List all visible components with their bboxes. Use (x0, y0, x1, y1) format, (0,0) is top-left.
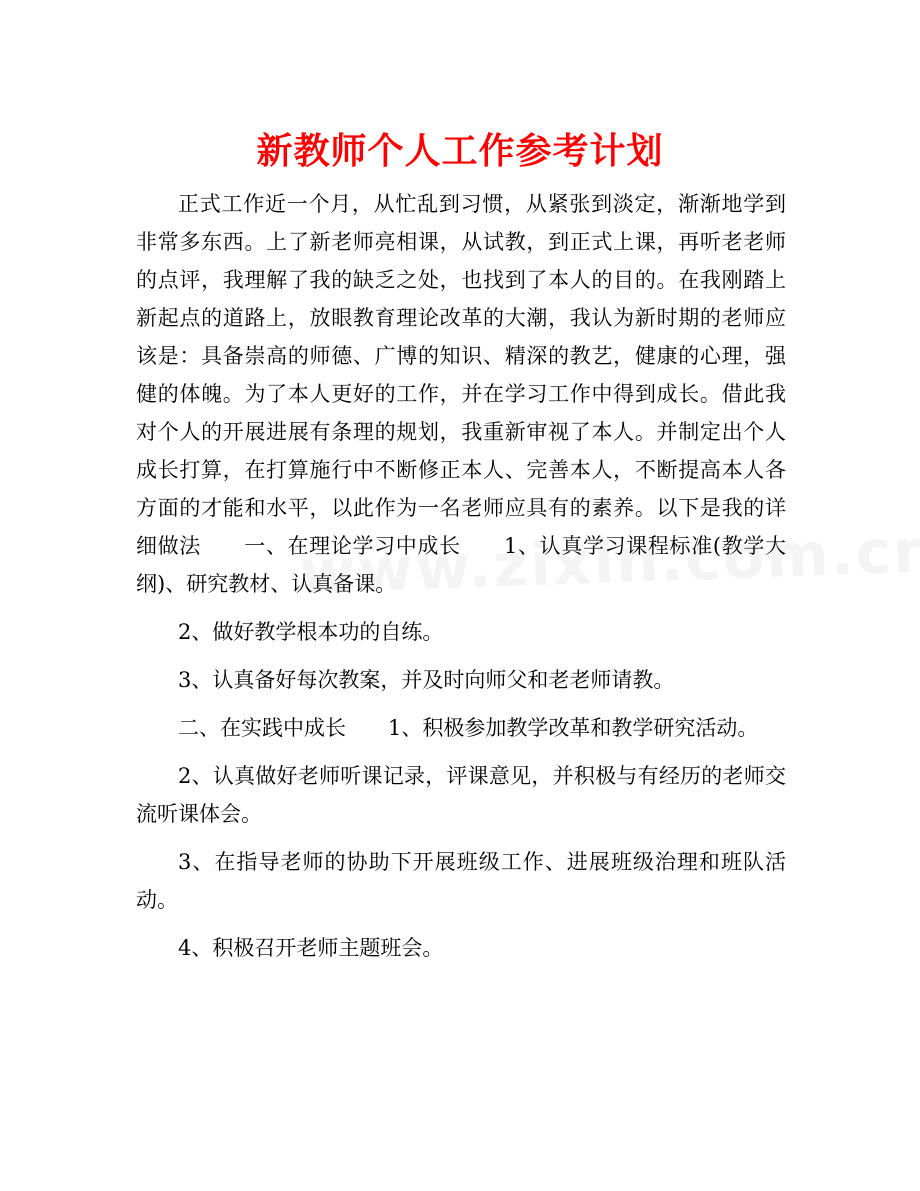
paragraph-item-2: 2、做好教学根本功的自练。 (178, 620, 444, 644)
paragraph-intro: 正式工作近一个月，从忙乱到习惯，从紧张到淡定，渐渐地学到非常多东西。上了新老师亮相课，从试教，到正式上课，再听老老师的点评，我理解了我的缺乏之处，也找到了本人的目的。在我刚踏上新起点的道路上，放眼教育理论改革的大潮，我认为新时期的老师应该是：具备崇高的师德、广博的知识、精深的教艺，健康的心理，强健的体魄。为了本人更好的工作，并在学习工作中得到成长。借此我对个人的开展进展有条理的规划，我重新审视了本人。并制定出个人成长打算，在打算施行中不断修正本人、完善本人，不断提高本人各方面的才能和水平，以此作为一名老师应具有的素养。以下是我的详细做法 一、在理论学习中成长 1、认真学习课程标准(教学大纲)、研究教材、认真备课。 (136, 192, 786, 596)
paragraph-section-2-item-2: 2、认真做好老师听课记录，评课意见，并积极与有经历的老师交流听课体会。 (136, 764, 786, 826)
paragraph-section-2-item-4: 4、积极召开老师主题班会。 (178, 936, 444, 960)
document-body (136, 185, 786, 967)
paragraph-section-2: 二、在实践中成长 1、积极参加教学改革和教学研究活动。 (178, 716, 759, 740)
paragraph-item-3: 3、认真备好每次教案，并及时向师父和老老师请教。 (178, 668, 675, 692)
document-title: 新教师个人工作参考计划 (256, 130, 664, 172)
paragraph-section-2-item-3: 3、在指导老师的协助下开展班级工作、进展班级治理和班队活动。 (136, 850, 786, 912)
